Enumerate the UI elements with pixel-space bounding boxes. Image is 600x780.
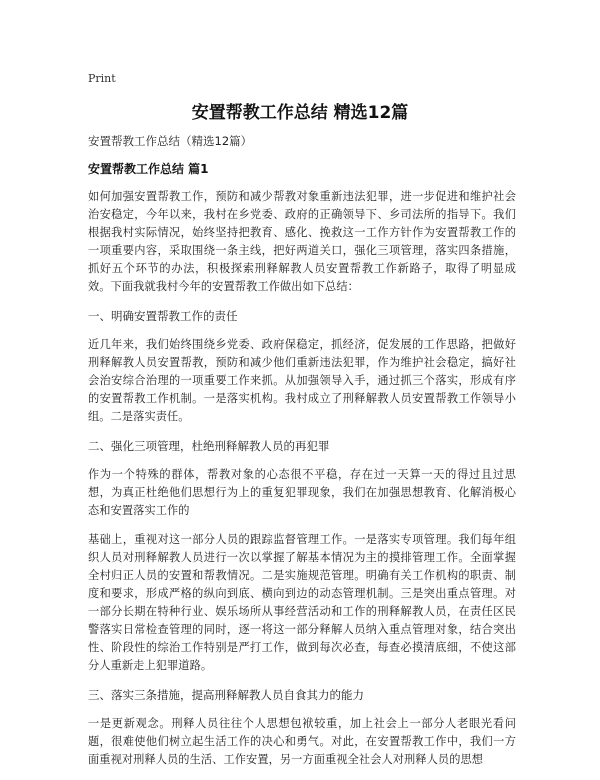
paragraph-2a: 作为一个特殊的群体，帮教对象的心态很不平稳，存在过一天算一天的得过且过思想，为真正杜绝他们思想行为上的重复犯罪现象，我们在加强思想教育、化解消极心态和安置落实工作的 (88, 468, 516, 517)
page-title: 安置帮教工作总结 精选12篇 (191, 103, 409, 123)
heading-3: 三、落实三条措施，提高刑释解教人员自食其力的能力 (88, 688, 364, 702)
document-body (88, 132, 516, 780)
paragraph-3: 一是更新观念。刑释人员往往个人思想包袱较重，加上社会上一部分人老眼光看问题，很难使他们树立起生活工作的决心和勇气。对此，在安置帮教工作中，我们一方面重视对刑释人员的生活、工作安置，另一方面重视全社会人对刑释人员的思想 (88, 717, 516, 766)
paragraph-1: 近几年来，我们始终围绕乡党委、政府保稳定，抓经济，促发展的工作思路，把做好刑释解教人员安置帮教，预防和减少他们重新违法犯罪，作为维护社会稳定，搞好社会治安综合治理的一项重要工作来抓。从加强领导入手，通过抓三个落实，形成有序的安置帮教工作机制。一是落实机构。我村成立了刑释解教人员安置帮教工作领导小组。二是落实责任。 (88, 338, 516, 423)
heading-1: 一、明确安置帮教工作的责任 (88, 309, 238, 323)
paragraph-intro: 如何加强安置帮教工作，预防和减少帮教对象重新违法犯罪，进一步促进和维护社会治安稳定，今年以来，我村在乡党委、政府的正确领导下、乡司法所的指导下。我们根据我村实际情况，始终坚持把教育、感化、挽救这一工作方针作为安置帮教工作的一项重要内容，采取围绕一条主线，把好两道关口，强化三项管理，落实四条措施，抓好五个环节的办法，积极探索刑释解教人员安置帮教工作新路子，取得了明显成效。下面我就我村今年的安置帮教工作做出如下总结： (88, 190, 516, 293)
heading-2: 二、强化三项管理，杜绝刑释解教人员的再犯罪 (88, 439, 330, 453)
document-subtitle: 安置帮教工作总结（精选12篇） (88, 134, 253, 148)
print-link[interactable]: Print (88, 72, 116, 85)
paragraph-2b: 基础上，重视对这一部分人员的跟踪监督管理工作。一是落实专项管理。我们每年组织人员对刑释解教人员进行一次以掌握了解基本情况为主的摸排管理工作。全面掌握全村归正人员的安置和帮教情况。二是实施规范管理。明确有关工作机构的职责、制度和要求，形成严格的纵向到底、横向到边的动态管理机制。三是突出重点管理。对一部分长期在特种行业、娱乐场所从事经营活动和工作的刑释解教人员，在责任区民警落实日常检查管理的同时，逐一将这一部分释解人员纳入重点管理对象，结合突出性、阶段性的综治工作特别是严打工作，做到每次必查，每查必摸清底细，不使这部分人重新走上犯罪道路。 (88, 533, 516, 672)
section-title: 安置帮教工作总结 篇1 (88, 162, 209, 176)
